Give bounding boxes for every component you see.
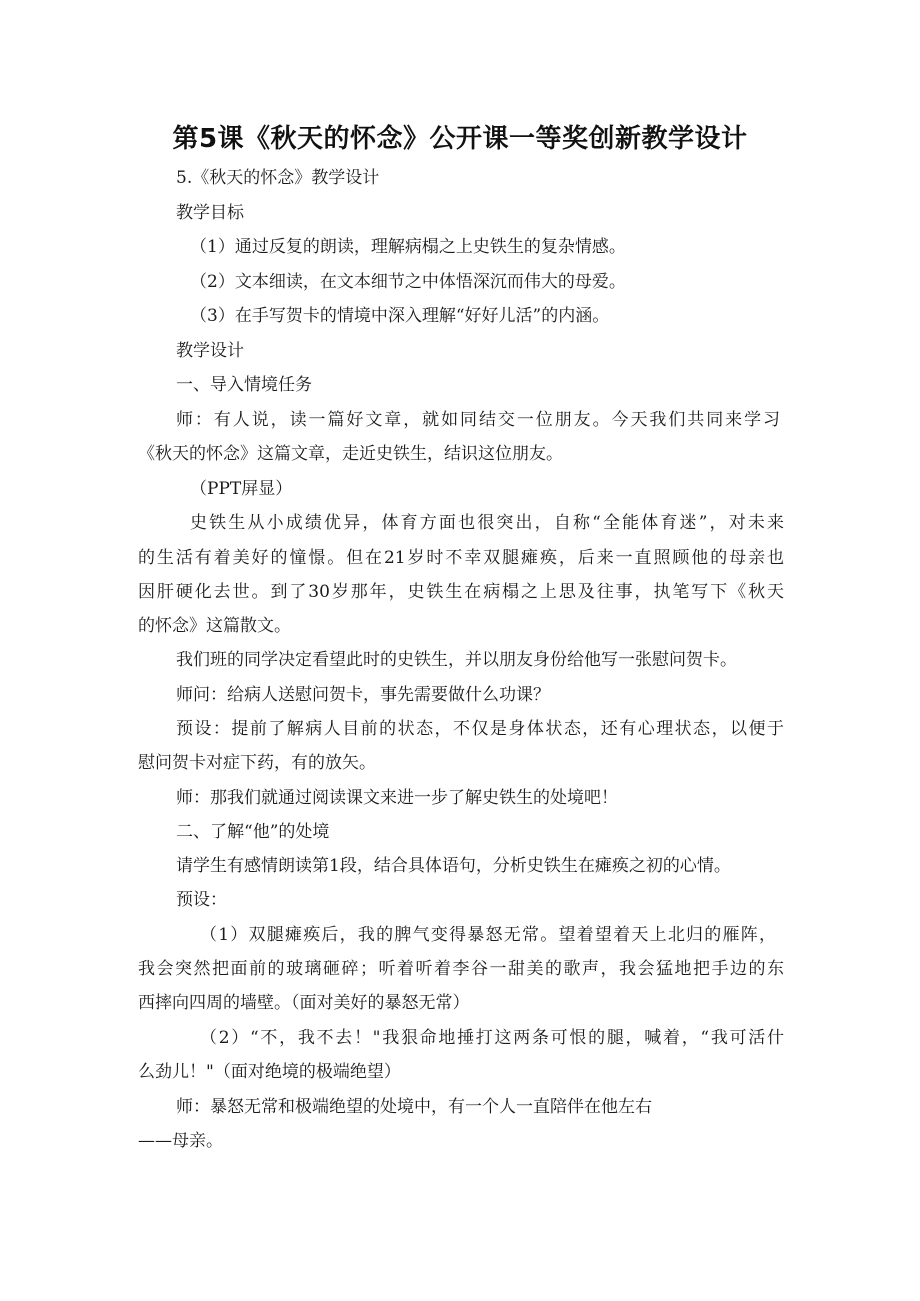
document-title: 第5课《秋天的怀念》公开课一等奖创新教学设计 [172,124,748,154]
paragraph-line: 预设： [176,890,227,910]
paragraph-line: 我们班的同学决定看望此时的史铁生，并以朋友身份给他写一张慰问贺卡。 [176,650,737,670]
subheading-situation: 二、了解“他”的处境 [176,822,330,842]
ppt-note: （PPT屏显） [190,479,293,499]
paragraph-line: 慰问贺卡对症下药，有的放矢。 [138,753,376,773]
paragraph-line: 预设：提前了解病人目前的状态，不仅是身体状态，还有心理状态，以便于 [176,719,784,739]
paragraph-line: ——母亲。 [138,1131,223,1151]
paragraph-line: （2）“不，我不去！"我狠命地捶打这两条可恨的腿，喊着，“我可活什 [200,1028,784,1048]
paragraph-line: 史铁生从小成绩优异，体育方面也很突出，自称“全能体育迷”，对未来 [190,513,784,533]
paragraph-line: 师：暴怒无常和极端绝望的处境中，有一个人一直陪伴在他左右 [176,1097,652,1117]
paragraph-line: 因肝硬化去世。到了30岁那年，史铁生在病榻之上思及往事，执笔写下《秋天 [138,582,784,602]
paragraph-line: 的怀念》这篇散文。 [138,616,291,636]
paragraph-line: 《秋天的怀念》这篇文章，走近史铁生，结识这位朋友。 [138,444,563,464]
subheading-intro: 一、导入情境任务 [176,375,312,395]
objective-2: （2）文本细读，在文本细节之中体悟深沉而伟大的母爱。 [190,272,626,292]
paragraph-line: 请学生有感情朗读第1段，结合具体语句，分析史铁生在瘫痪之初的心情。 [176,856,731,876]
paragraph-line: 的生活有着美好的憧憬。但在21岁时不幸双腿瘫痪，后来一直照顾他的母亲也 [138,548,784,568]
objective-1: （1）通过反复的朗读，理解病榻之上史铁生的复杂情感。 [190,237,626,257]
paragraph-line: 师：那我们就通过阅读课文来进一步了解史铁生的处境吧！ [176,788,618,808]
paragraph-line: 师问：给病人送慰问贺卡，事先需要做什么功课？ [176,685,550,705]
paragraph-line: （1）双腿瘫痪后，我的脾气变得暴怒无常。望着望着天上北归的雁阵， [200,925,776,945]
paragraph-line: 西摔向四周的墙壁。（面对美好的暴怒无常） [138,993,470,1013]
section-heading-objectives: 教学目标 [176,203,244,223]
paragraph-line: 么劲儿！"（面对绝境的极端绝望） [138,1062,401,1082]
section-heading-design: 教学设计 [176,341,244,361]
objective-3: （3）在手写贺卡的情境中深入理解“好好儿活”的内涵。 [190,306,610,326]
paragraph-line: 师：有人说，读一篇好文章，就如同结交一位朋友。今天我们共同来学习 [176,410,780,430]
paragraph-line: 我会突然把面前的玻璃砸碎；听着听着李谷一甜美的歌声，我会猛地把手边的东 [138,959,784,979]
lesson-heading: 5.《秋天的怀念》教学设计 [176,168,380,188]
